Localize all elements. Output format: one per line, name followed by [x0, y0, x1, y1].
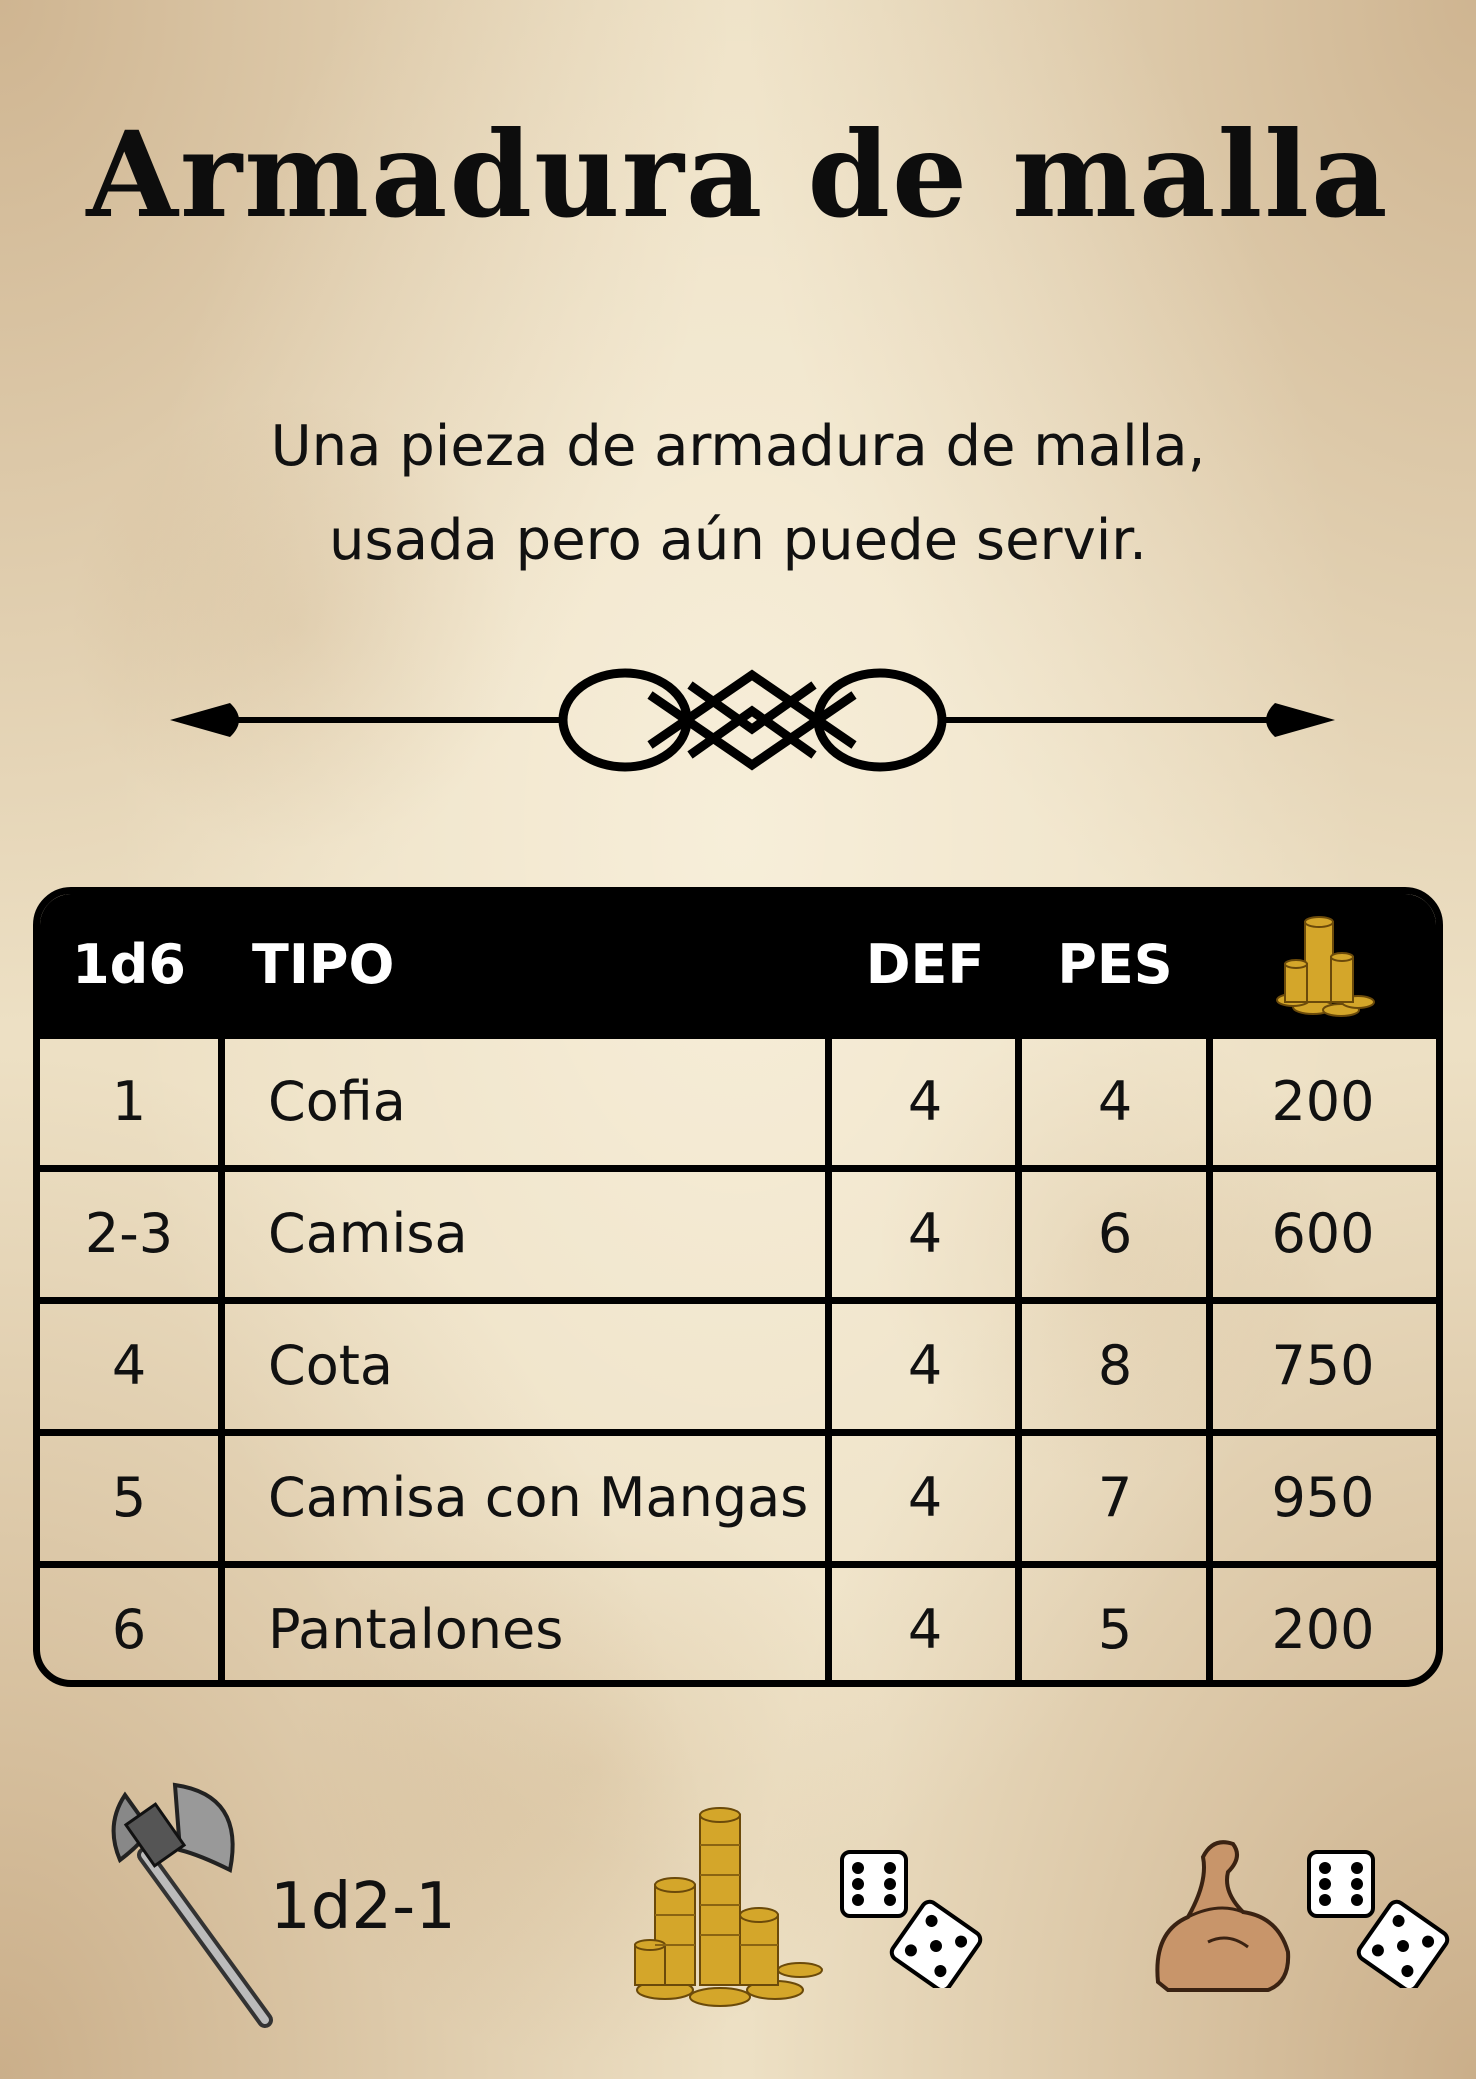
description-line-2: usada pero aún puede servir.	[329, 508, 1147, 573]
table-row	[40, 1036, 1436, 1168]
header-cost	[1210, 894, 1436, 1036]
header-divider	[40, 1034, 1436, 1039]
column-divider	[1015, 1036, 1022, 1687]
cell-weight: 5	[1097, 1598, 1133, 1661]
row-divider	[40, 1429, 1436, 1436]
column-divider	[218, 1036, 225, 1687]
cell-def: 4	[907, 1202, 943, 1265]
cell-type: Camisa con Mangas	[268, 1466, 809, 1529]
header-weight: PES	[1057, 933, 1173, 996]
table-body	[40, 1036, 1436, 1687]
cell-type: Cota	[268, 1334, 394, 1397]
page-title: Armadura de malla	[86, 105, 1390, 244]
header-def: DEF	[865, 933, 985, 996]
cell-cost: 750	[1271, 1334, 1375, 1397]
row-divider	[40, 1561, 1436, 1568]
description-line-1: Una pieza de armadura de malla,	[270, 414, 1206, 479]
cell-def: 4	[907, 1466, 943, 1529]
dice-icon	[838, 1848, 988, 1988]
cell-type: Camisa	[268, 1202, 468, 1265]
row-divider	[40, 1297, 1436, 1304]
column-divider	[1206, 1036, 1213, 1687]
table-row	[40, 1300, 1436, 1432]
cell-roll: 1	[111, 1070, 147, 1133]
flexed-arm-icon	[1148, 1832, 1298, 1992]
table-row	[40, 1564, 1436, 1687]
table-row	[40, 1432, 1436, 1564]
armor-table	[33, 887, 1443, 1687]
cell-def: 4	[907, 1598, 943, 1661]
item-description	[0, 400, 1476, 588]
gold-coins-icon	[625, 1805, 825, 2015]
cell-cost: 200	[1271, 1598, 1375, 1661]
cell-type: Pantalones	[268, 1598, 564, 1661]
cell-weight: 7	[1097, 1466, 1133, 1529]
battle-axe-icon	[105, 1775, 285, 2035]
cell-type: Cofia	[268, 1070, 406, 1133]
header-roll: 1d6	[72, 933, 186, 996]
cell-cost: 200	[1271, 1070, 1375, 1133]
cell-def: 4	[907, 1334, 943, 1397]
column-divider	[825, 1036, 832, 1687]
cell-cost: 600	[1271, 1202, 1375, 1265]
cell-roll: 4	[111, 1334, 147, 1397]
cell-roll: 2-3	[84, 1202, 174, 1265]
gold-coins-icon	[1263, 902, 1383, 1027]
row-divider	[40, 1165, 1436, 1172]
cell-def: 4	[907, 1070, 943, 1133]
cell-weight: 6	[1097, 1202, 1133, 1265]
damage-value: 1d2-1	[270, 1870, 456, 1944]
cell-weight: 8	[1097, 1334, 1133, 1397]
cell-roll: 6	[111, 1598, 147, 1661]
table-header	[40, 894, 1436, 1036]
cell-cost: 950	[1271, 1466, 1375, 1529]
cell-weight: 4	[1097, 1070, 1133, 1133]
ornamental-divider	[170, 655, 1335, 785]
header-type: TIPO	[252, 933, 395, 996]
cell-roll: 5	[111, 1466, 147, 1529]
table-row	[40, 1168, 1436, 1300]
dice-icon	[1305, 1848, 1455, 1988]
